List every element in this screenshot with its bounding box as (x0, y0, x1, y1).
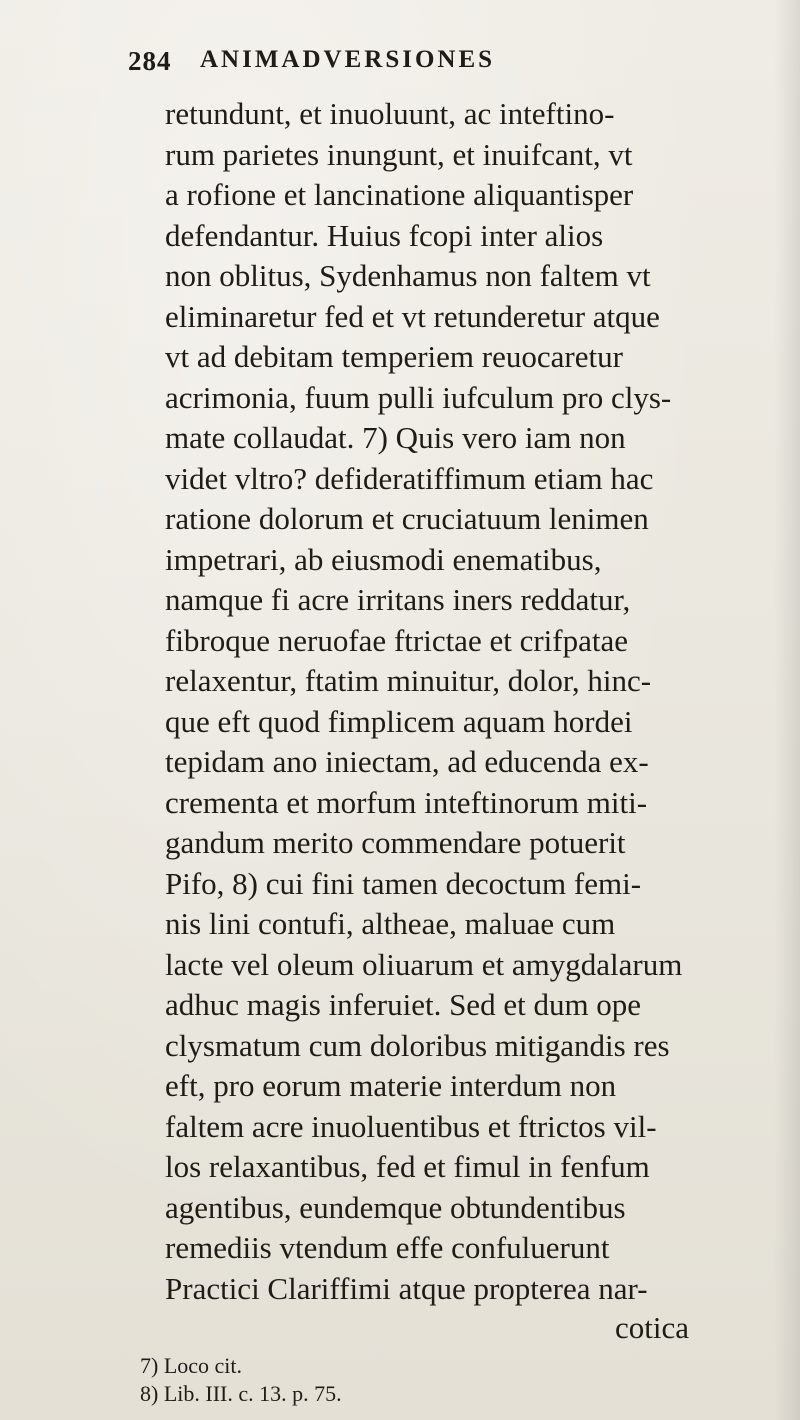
text-line-26: faltem acre inuoluentibus et ftrictos vil- (165, 1108, 657, 1144)
text-line-8: acrimonia, fuum pulli iufculum pro clys- (165, 379, 672, 415)
text-line-12: impetrari, ab eiusmodi enematibus, (165, 541, 602, 577)
text-line-10: videt vltro? defideratiffimum etiam hac (165, 460, 654, 496)
text-line-29: remediis vtendum effe confuluerunt (165, 1230, 610, 1265)
text-line-17: tepidam ano iniectam, ad educenda ex- (165, 744, 649, 779)
page-gutter-shadow (774, 0, 800, 1420)
text-line-4: defendantur. Huius fcopi inter alios (165, 217, 604, 253)
text-line-11: ratione dolorum et cruciatuum lenimen (165, 501, 649, 536)
text-line-24: clysmatum cum doloribus mitigandis res (165, 1027, 670, 1063)
text-line-28: agentibus, eundemque obtundentibus (165, 1189, 626, 1225)
text-line-20: Pifo, 8) cui fini tamen decoctum femi- (165, 865, 642, 901)
text-line-9: mate collaudat. 7) Quis vero iam non (165, 420, 626, 455)
page-number: 284 (128, 46, 172, 76)
footnote-8: 8) Lib. III. c. 13. p. 75. (140, 1381, 342, 1406)
text-line-7: vt ad debitam temperiem reuocaretur (165, 339, 623, 374)
text-line-16: que eft quod fimplicem aquam hordei (165, 703, 633, 739)
text-line-27: los relaxantibus, fed et fimul in fenfum (165, 1149, 650, 1184)
text-line-1: retundunt, et inuoluunt, ac inteftino- (165, 96, 615, 131)
text-line-3: a rofione et lancinatione aliquantisper (165, 177, 634, 212)
catchword: cotica (615, 1310, 690, 1345)
footnotes (140, 1352, 342, 1408)
text-line-13: namque fi acre irritans iners reddatur, (165, 582, 631, 617)
page-header (128, 46, 688, 86)
text-line-5: non oblitus, Sydenhamus non faltem vt (165, 258, 651, 293)
text-line-30: Practici Clariffimi atque propterea nar- (165, 1270, 648, 1306)
text-line-19: gandum merito commendare potuerit (165, 825, 626, 860)
text-line-21: nis lini contufi, altheae, maluae cum (165, 906, 616, 941)
text-line-6: eliminaretur fed et vt retunderetur atque (165, 298, 660, 334)
text-line-23: adhuc magis inferuiet. Sed et dum ope (165, 987, 642, 1022)
running-head: ANIMADVERSIONES (200, 46, 496, 73)
text-line-15: relaxentur, ftatim minuitur, dolor, hinc- (165, 663, 652, 698)
footnote-7: 7) Loco cit. (140, 1353, 243, 1378)
text-line-18: crementa et morfum inteftinorum miti- (165, 784, 648, 820)
text-line-25: eft, pro eorum materie interdum non (165, 1068, 617, 1103)
text-line-2: rum parietes inungunt, et inuifcant, vt (165, 136, 633, 172)
text-line-22: lacte vel oleum oliuarum et amygdalarum (165, 946, 683, 982)
text-line-14: fibroque neruofae ftrictae et crifpatae (165, 622, 628, 658)
